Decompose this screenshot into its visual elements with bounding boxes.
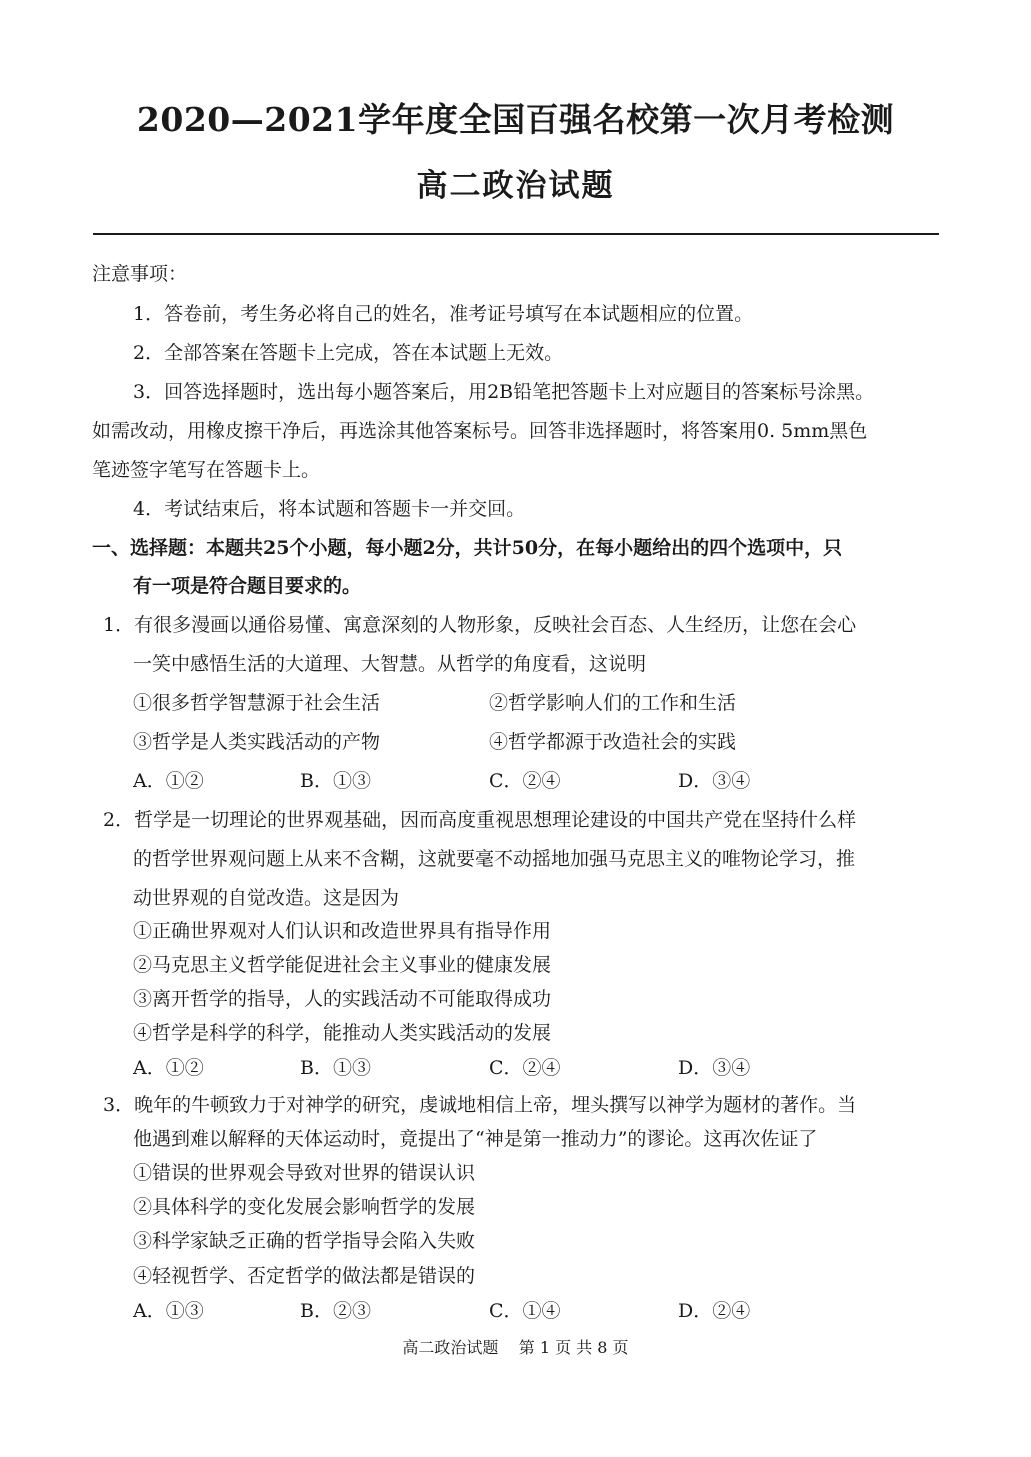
q3-answer-d: D．②④	[678, 1300, 751, 1322]
exam-title: 2020—2021学年度全国百强名校第一次月考检测	[136, 100, 895, 139]
q2-stem-line-1: 2．哲学是一切理论的世界观基础，因而高度重视思想理论建设的中国共产党在坚持什么样	[103, 809, 857, 831]
q3-option-1: ①错误的世界观会导致对世界的错误认识	[133, 1162, 476, 1184]
notice-heading: 注意事项：	[92, 263, 188, 285]
notice-item-3-line-1: 3．回答选择题时，选出每小题答案后，用2B铅笔把答题卡上对应题目的答案标号涂黑。	[133, 381, 875, 403]
q2-option-2: ②马克思主义哲学能促进社会主义事业的健康发展	[133, 954, 552, 976]
q1-option-1: ①很多哲学智慧源于社会生活	[133, 692, 381, 714]
q2-answer-a: A．①②	[133, 1057, 204, 1079]
q3-stem-line-2: 他遇到难以解释的天体运动时，竟提出了“神是第一推动力”的谬论。这再次佐证了	[133, 1128, 818, 1150]
q3-answer-c: C．①④	[489, 1300, 561, 1322]
q1-option-3: ③哲学是人类实践活动的产物	[133, 731, 381, 753]
q1-answer-b: B．①③	[300, 770, 371, 792]
q3-answer-b: B．②③	[300, 1300, 371, 1322]
q1-option-2: ②哲学影响人们的工作和生活	[489, 692, 737, 714]
notice-item-4: 4．考试结束后，将本试题和答题卡一并交回。	[133, 498, 526, 520]
q2-option-3: ③离开哲学的指导，人的实践活动不可能取得成功	[133, 988, 552, 1010]
q3-option-2: ②具体科学的变化发展会影响哲学的发展	[133, 1196, 476, 1218]
q3-answer-a: A．①③	[133, 1300, 204, 1322]
section-heading-line-2: 有一项是符合题目要求的。	[133, 575, 362, 597]
q2-answer-b: B．①③	[300, 1057, 371, 1079]
q3-option-4: ④轻视哲学、否定哲学的做法都是错误的	[133, 1265, 476, 1287]
q3-stem-line-1: 3．晚年的牛顿致力于对神学的研究，虔诚地相信上帝，埋头撰写以神学为题材的著作。当	[103, 1094, 857, 1116]
q2-stem-line-2: 的哲学世界观问题上从来不含糊，这就要毫不动摇地加强马克思主义的唯物论学习，推	[133, 848, 856, 870]
q1-answer-c: C．②④	[489, 770, 561, 792]
notice-item-3-line-3: 笔迹签字笔写在答题卡上。	[92, 459, 321, 481]
q1-stem-line-2: 一笑中感悟生活的大道理、大智慧。从哲学的角度看，这说明	[133, 653, 647, 675]
q1-answer-a: A．①②	[133, 770, 204, 792]
q2-answer-d: D．③④	[678, 1057, 751, 1079]
q2-option-4: ④哲学是科学的科学，能推动人类实践活动的发展	[133, 1022, 552, 1044]
notice-item-1: 1．答卷前，考生务必将自己的姓名，准考证号填写在本试题相应的位置。	[133, 303, 754, 325]
q1-option-4: ④哲学都源于改造社会的实践	[489, 731, 737, 753]
exam-subtitle: 高二政治试题	[416, 168, 615, 204]
title-divider	[93, 233, 939, 235]
q1-answer-d: D．③④	[678, 770, 751, 792]
q3-option-3: ③科学家缺乏正确的哲学指导会陷入失败	[133, 1230, 476, 1252]
section-heading-line-1: 一、选择题：本题共25个小题，每小题2分，共计50分，在每小题给出的四个选项中，只	[92, 537, 843, 559]
notice-item-2: 2．全部答案在答题卡上完成，答在本试题上无效。	[133, 342, 564, 364]
q2-answer-c: C．②④	[489, 1057, 561, 1079]
notice-item-3-line-2: 如需改动，用橡皮擦干净后，再选涂其他答案标号。回答非选择题时，将答案用0. 5mm黑色	[92, 420, 868, 442]
q2-stem-line-3: 动世界观的自觉改造。这是因为	[133, 887, 400, 909]
q1-stem-line-1: 1．有很多漫画以通俗易懂、寓意深刻的人物形象，反映社会百态、人生经历，让您在会心	[103, 614, 857, 636]
q2-option-1: ①正确世界观对人们认识和改造世界具有指导作用	[133, 920, 552, 942]
page-footer: 高二政治试题 第 1 页 共 8 页	[402, 1338, 629, 1357]
